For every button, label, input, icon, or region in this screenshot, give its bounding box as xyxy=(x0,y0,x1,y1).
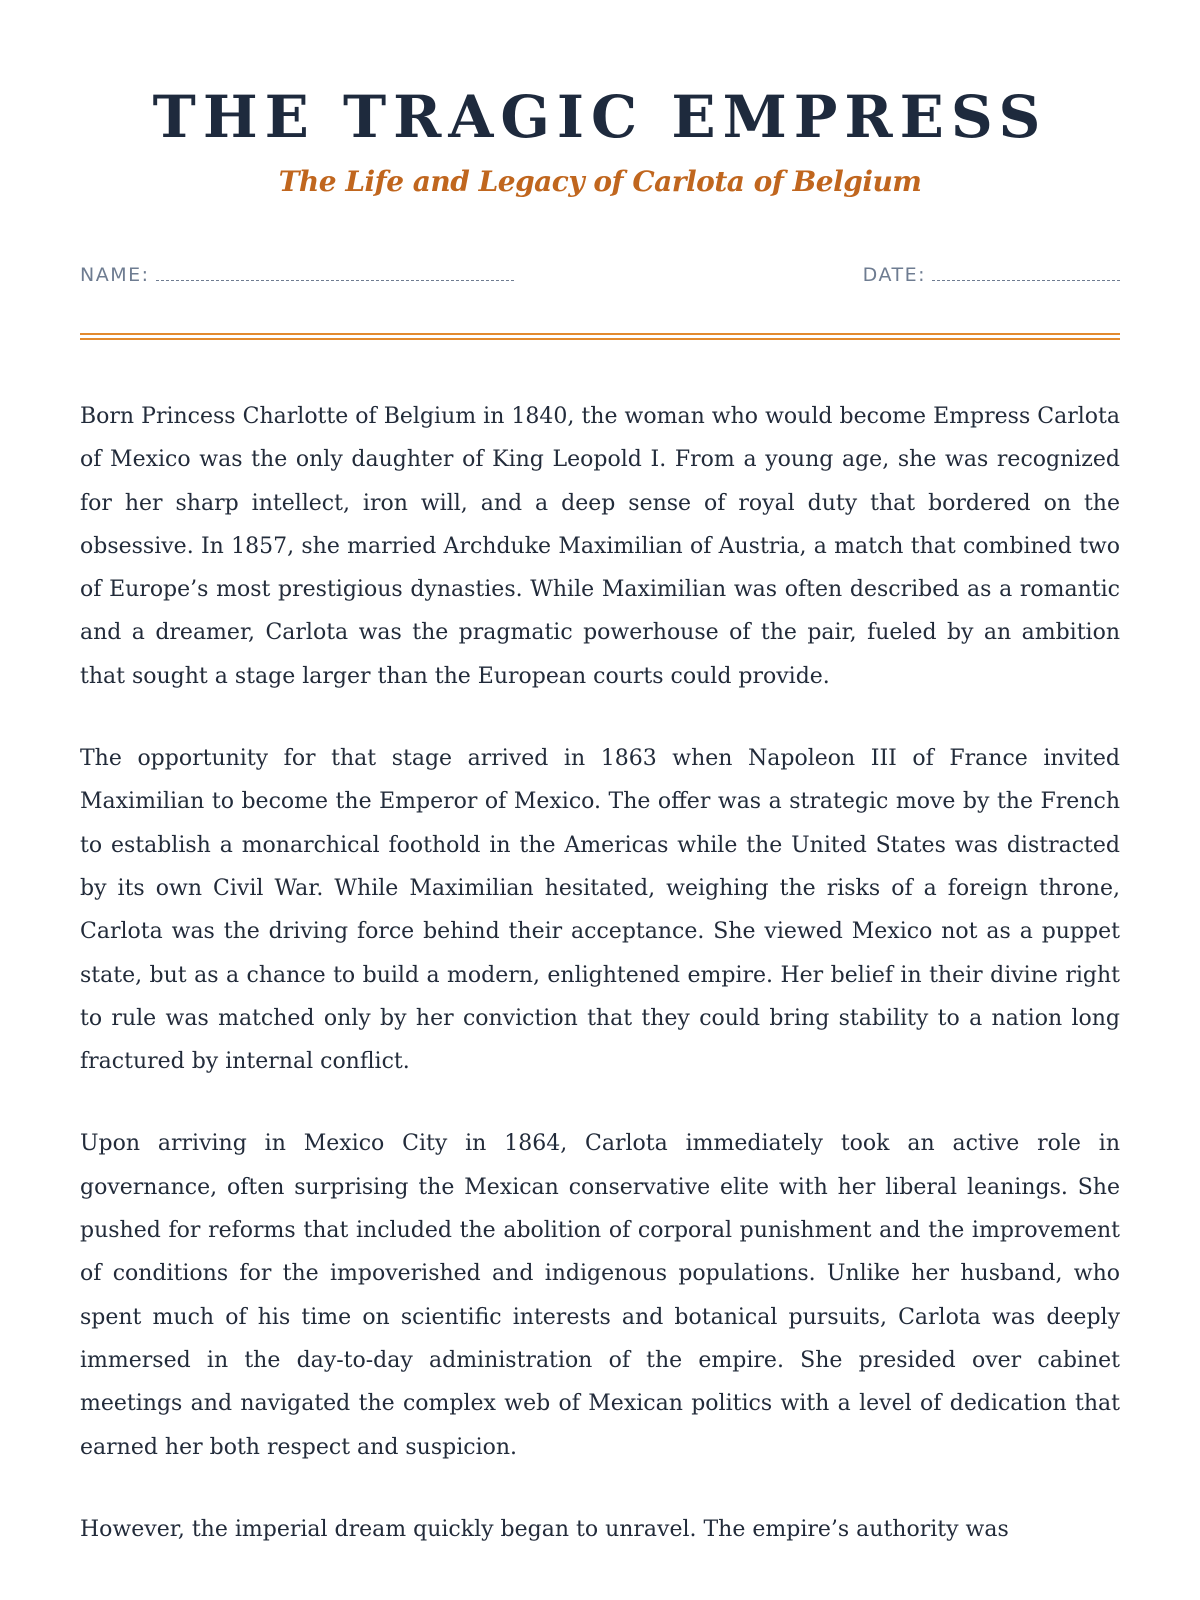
article-body xyxy=(80,395,1120,1590)
page-subtitle: The Life and Legacy of Carlota of Belgium xyxy=(278,165,922,198)
double-rule-divider xyxy=(80,333,1120,340)
page-title: THE TRAGIC EMPRESS xyxy=(152,83,1048,151)
date-label: DATE: xyxy=(862,264,926,286)
name-blank-line[interactable] xyxy=(156,262,514,281)
student-info-fields xyxy=(80,262,1120,292)
paragraph-2: The opportunity for that stage arrived in 1863 when Napoleon III of France invited Maximilian to become the Emperor of Mexico. The offer was a strategic move by the French to establish a monarchical foothold in the Americas while the United States was distracted by its own Civil War. While Maximilian hesitated, weighing the risks of a foreign throne, Carlota was the driving force behind their acceptance. She viewed Mexico not as a puppet state, but as a chance to build a modern, enlightened empire. Her belief in their divine right to rule was matched only by her conviction that they could bring stability to a nation long fractured by internal conflict. xyxy=(80,746,1120,1075)
paragraph-3: Upon arriving in Mexico City in 1864, Carlota immediately took an active role in governance, often surprising the Mexican conservative elite with her liberal leanings. She pushed for reforms that included the abolition of corporal punishment and the improvement of conditions for the impoverished and indigenous populations. Unlike her husband, who spent much of his time on scientific interests and botanical pursuits, Carlota was deeply immersed in the day-to-day administration of the empire. She presided over cabinet meetings and navigated the complex web of Mexican politics with a level of dedication that earned her both respect and suspicion. xyxy=(80,1131,1120,1460)
date-blank-line[interactable] xyxy=(932,262,1120,281)
date-field[interactable] xyxy=(863,262,1120,286)
name-label: NAME: xyxy=(80,264,150,286)
name-field[interactable] xyxy=(80,262,514,286)
paragraph-4: However, the imperial dream quickly began to unravel. The empire’s authority was xyxy=(80,1516,1009,1542)
paragraph-1: Born Princess Charlotte of Belgium in 1840, the woman who would become Empress Carlota of Mexico was the only daughter of King Leopold I. From a young age, she was recognized for her sharp intellect, iron will, and a deep sense of royal duty that bordered on the obsessive. In 1857, she married Archduke Maximilian of Austria, a match that combined two of Europe’s most prestigious dynasties. While Maximilian was often described as a romantic and a dreamer, Carlota was the pragmatic powerhouse of the pair, fueled by an ambition that sought a stage larger than the European courts could provide. xyxy=(80,404,1120,689)
